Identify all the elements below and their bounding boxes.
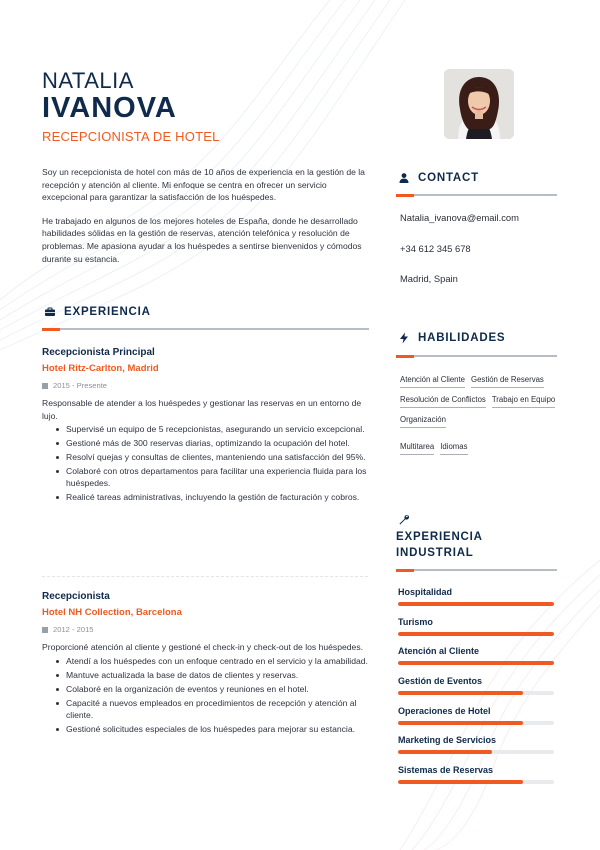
skills-heading [398, 332, 505, 344]
industry-name: Hospitalidad [398, 587, 453, 597]
experience-bullet: Realicé tareas administrativas, incluyendo la gestión de facturación y cobros. [56, 491, 370, 503]
person-icon [398, 172, 410, 184]
industry-name: Turismo [398, 616, 433, 627]
industry-heading [396, 529, 483, 561]
experience-separator [42, 576, 368, 577]
industry-level-track [398, 691, 554, 695]
experience-divider [42, 328, 369, 330]
industry-level-track [398, 780, 554, 784]
experience-entry [42, 591, 370, 737]
summary-paragraph: He trabajado en algunos de los mejores hoteles de España, donde he desarrollado habilidades sólidas en la gestión de reservas, atención telefónica y resolución de problemas. Me apasiona ayudar a los huéspedes a sentirse bienvenidos y cómodos durante su estancia. [42, 215, 362, 264]
experience-bullets [42, 423, 370, 503]
contact-title: CONTACT [418, 172, 479, 184]
experience-bullet: Gestioné solicitudes especiales de los huéspedes para mejorar su estancia. [56, 723, 370, 735]
experience-bullet: Resolví quejas y consultas de clientes, manteniendo una satisfacción del 95%. [56, 451, 370, 463]
profile-photo [444, 69, 514, 139]
industry-name: Marketing de Servicios [398, 735, 497, 746]
contact-divider [396, 194, 557, 196]
skill-tag: Resolución de Conflictos [400, 395, 486, 408]
industry-item [398, 735, 554, 754]
experience-description: Responsable de atender a los huéspedes y gestionar las reservas en un entorno de lujo. [42, 398, 362, 421]
industry-item [398, 676, 554, 695]
industry-item [398, 646, 554, 665]
experience-dates [42, 381, 370, 390]
contact-location: Madrid, Spain [400, 273, 458, 284]
experience-bullet: Colaboré con otros departamentos para facilitar una experiencia fluida para los huéspedes. [56, 465, 370, 489]
calendar-icon [42, 627, 48, 633]
industry-level-track [398, 750, 554, 754]
skill-tag: Gestión de Reservas [471, 375, 544, 388]
industry-item [398, 617, 554, 636]
experience-company: Hotel NH Collection, Barcelona [42, 607, 182, 618]
industry-item [398, 765, 554, 784]
industry-level-fill [398, 780, 523, 784]
industry-name: Operaciones de Hotel [398, 705, 491, 716]
industry-title-line: INDUSTRIAL [396, 547, 474, 559]
industry-level-fill [398, 721, 523, 725]
experience-dates-text: 2012 - 2015 [53, 625, 94, 634]
industry-level-track [398, 632, 554, 636]
divider-accent [42, 328, 60, 331]
bolt-icon [398, 332, 410, 344]
contact-heading [398, 172, 479, 184]
experience-bullet: Gestioné más de 300 reservas diarias, optimizando la ocupación del hotel. [56, 437, 370, 449]
skills-list [400, 375, 560, 455]
experience-bullet: Colaboré en la organización de eventos y reuniones en el hotel. [56, 683, 370, 695]
job-title: RECEPCIONISTA DE HOTEL [42, 129, 220, 144]
industry-name: Sistemas de Reservas [398, 765, 494, 776]
experience-heading [44, 306, 151, 318]
skill-tag: Idiomas [440, 442, 467, 455]
briefcase-icon [44, 306, 56, 318]
skill-tag: Trabajo en Equipo [492, 395, 555, 408]
industry-name: Atención al Cliente [398, 646, 480, 657]
experience-description: Proporcioné atención al cliente y gestioné el check-in y check-out de los huéspedes. [42, 642, 364, 652]
industry-item [398, 587, 554, 606]
profile-summary [42, 166, 372, 276]
industry-level-track [398, 661, 554, 665]
industry-item [398, 706, 554, 725]
industry-level-fill [398, 602, 554, 606]
divider-accent [396, 194, 414, 197]
skills-divider [396, 355, 557, 357]
experience-bullet: Capacité a nuevos empleados en procedimientos de recepción y atención al cliente. [56, 697, 370, 721]
last-name: IVANOVA [42, 92, 177, 124]
skill-tag: Organización [400, 415, 446, 428]
industry-level-fill [398, 632, 554, 636]
contact-phone: +34 612 345 678 [400, 243, 471, 254]
industry-level-fill [398, 661, 554, 665]
experience-bullet: Mantuve actualizada la base de datos de clientes y reservas. [56, 669, 370, 681]
experience-bullets [42, 655, 370, 735]
calendar-icon [42, 383, 48, 389]
industry-divider [396, 569, 557, 571]
industry-level-fill [398, 691, 523, 695]
industry-list [398, 587, 554, 795]
divider-accent [396, 355, 414, 358]
skills-title: HABILIDADES [418, 332, 506, 344]
experience-bullet: Atendí a los huéspedes con un enfoque centrado en el servicio y la amabilidad. [56, 655, 370, 667]
first-name: NATALIA [42, 68, 134, 93]
industry-level-track [398, 602, 554, 606]
experience-dates-text: 2015 - Presente [53, 381, 108, 390]
skill-tag: Multitarea [400, 442, 434, 455]
industry-name: Gestión de Eventos [398, 676, 483, 687]
divider-accent [396, 569, 414, 572]
industry-level-fill [398, 750, 492, 754]
experience-entry [42, 347, 370, 505]
summary-paragraph: Soy un recepcionista de hotel con más de 10 años de experiencia en la gestión de la recepción y atención al cliente. Mi enfoque se centra en ofrecer un servicio excepcional para garantizar la satisfacción de los huéspedes. [42, 167, 365, 203]
industry-title-line: EXPERIENCIA [396, 531, 483, 543]
experience-bullet: Supervisé un equipo de 5 recepcionistas, asegurando un servicio excepcional. [56, 423, 370, 435]
industry-level-track [398, 721, 554, 725]
experience-role: Recepcionista [42, 591, 110, 602]
experience-role: Recepcionista Principal [42, 347, 155, 358]
contact-email[interactable]: Natalia_ivanova@email.com [400, 212, 519, 223]
experience-dates [42, 625, 370, 634]
experience-company: Hotel Ritz-Carlton, Madrid [42, 363, 159, 374]
wrench-icon [398, 514, 410, 526]
skill-tag: Atención al Cliente [400, 375, 465, 388]
experience-title: EXPERIENCIA [64, 306, 151, 318]
